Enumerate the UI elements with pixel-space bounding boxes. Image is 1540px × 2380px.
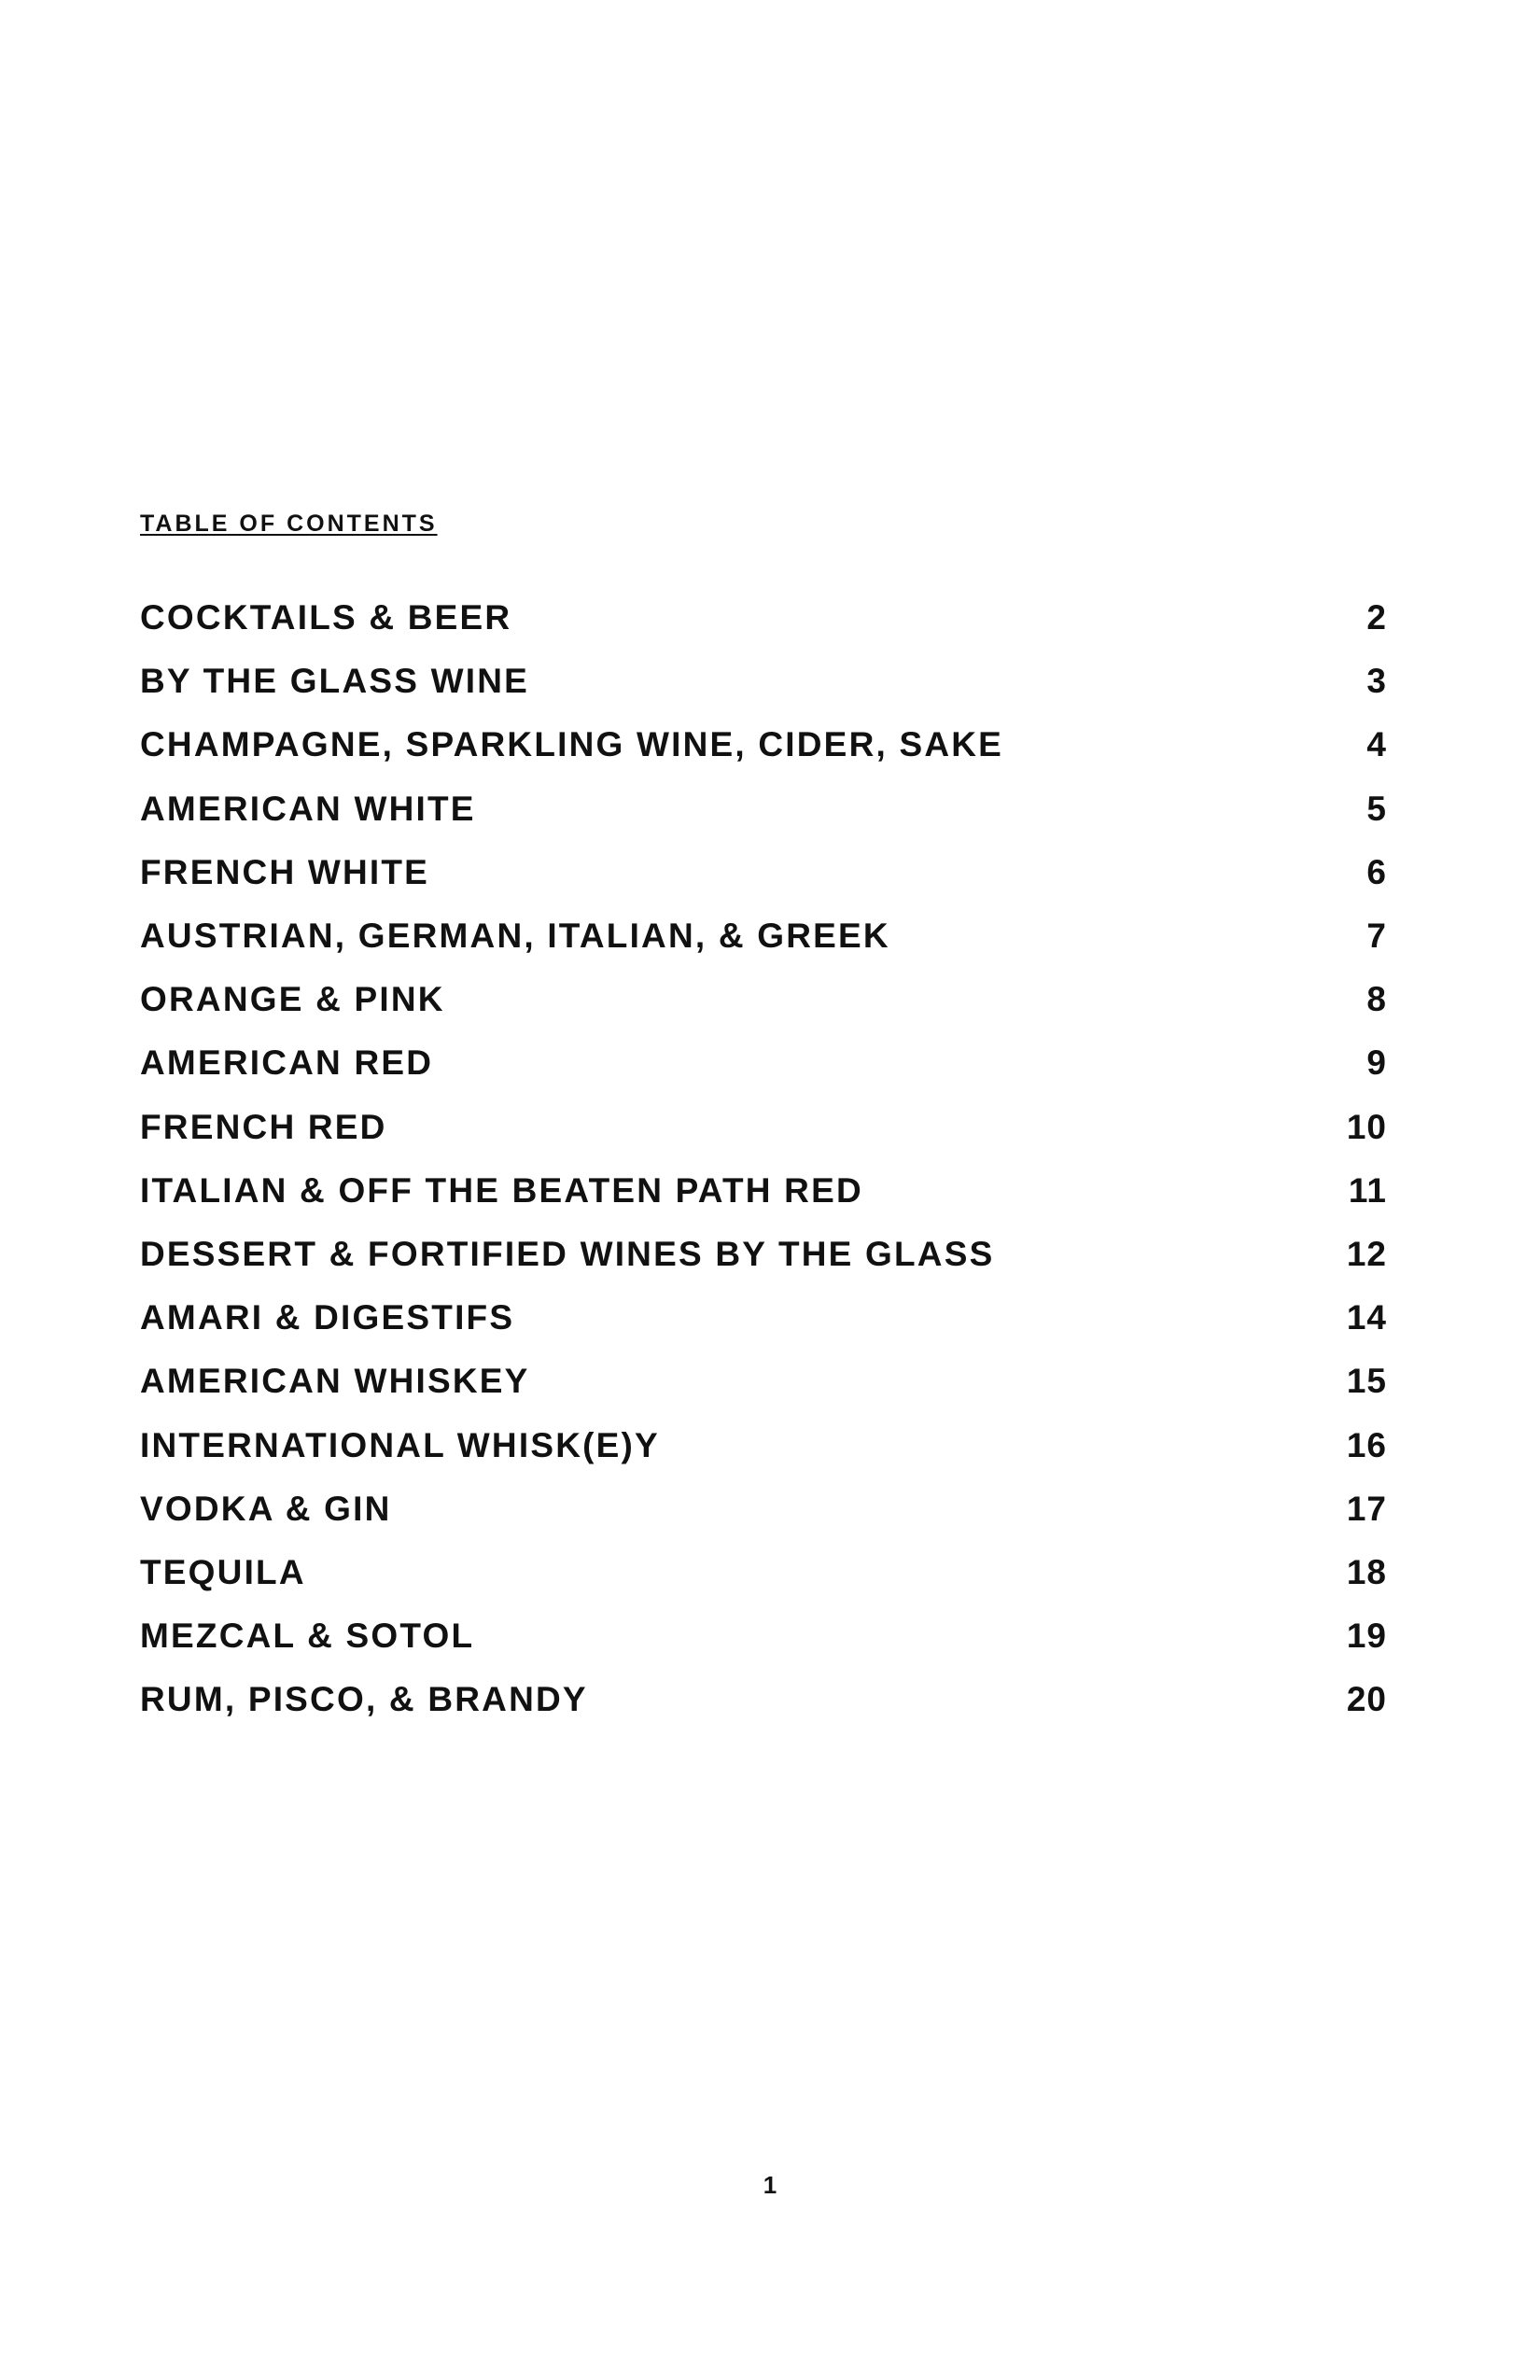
toc-entry-page: 9 — [1366, 1043, 1387, 1083]
toc-entry-page: 11 — [1348, 1170, 1387, 1210]
toc-entry-title: FRENCH RED — [140, 1107, 387, 1146]
toc-entry[interactable] — [140, 1096, 1387, 1159]
toc-entry-page: 14 — [1346, 1298, 1387, 1337]
toc-entry[interactable] — [140, 1031, 1387, 1095]
toc-entry-title: AUSTRIAN, GERMAN, ITALIAN, & GREEK — [140, 917, 890, 956]
toc-entry-title: AMARI & DIGESTIFS — [140, 1298, 515, 1337]
toc-entry-page: 10 — [1346, 1107, 1387, 1146]
toc-entry[interactable] — [140, 1604, 1387, 1668]
toc-entry-title: FRENCH WHITE — [140, 852, 430, 891]
toc-entry[interactable] — [140, 1477, 1387, 1541]
toc-entry[interactable] — [140, 777, 1387, 841]
toc-entry-title: ITALIAN & OFF THE BEATEN PATH RED — [140, 1170, 863, 1210]
toc-entry-title: ORANGE & PINK — [140, 980, 445, 1019]
toc-entry-title: MEZCAL & SOTOL — [140, 1617, 475, 1656]
toc-entry-page: 6 — [1366, 852, 1387, 891]
toc-entry[interactable] — [140, 713, 1387, 777]
toc-entry[interactable] — [140, 1159, 1387, 1223]
toc-entry-page: 18 — [1346, 1552, 1387, 1591]
page-title: TABLE OF CONTENTS — [140, 511, 438, 537]
toc-entry-page: 15 — [1346, 1362, 1387, 1401]
toc-entry-page: 20 — [1346, 1680, 1387, 1719]
toc-entry[interactable] — [140, 841, 1387, 904]
toc-entry-title: INTERNATIONAL WHISK(E)Y — [140, 1425, 660, 1464]
toc-entry[interactable] — [140, 1541, 1387, 1604]
toc-entry-page: 17 — [1346, 1489, 1387, 1528]
toc-entry-title: TEQUILA — [140, 1552, 306, 1591]
table-of-contents — [140, 586, 1387, 1731]
page-number: 1 — [763, 2171, 777, 2199]
toc-entry-title: COCKTAILS & BEER — [140, 598, 512, 637]
toc-entry-title: AMERICAN WHISKEY — [140, 1362, 530, 1401]
toc-entry-title: CHAMPAGNE, SPARKLING WINE, CIDER, SAKE — [140, 725, 1004, 764]
toc-entry-page: 16 — [1346, 1425, 1387, 1464]
toc-entry[interactable] — [140, 1223, 1387, 1286]
toc-entry[interactable] — [140, 586, 1387, 650]
toc-entry-title: DESSERT & FORTIFIED WINES BY THE GLASS — [140, 1234, 995, 1273]
toc-entry[interactable] — [140, 650, 1387, 713]
toc-entry-page: 7 — [1366, 917, 1387, 956]
toc-entry-page: 3 — [1366, 662, 1387, 701]
toc-entry-title: AMERICAN WHITE — [140, 789, 476, 828]
toc-entry[interactable] — [140, 904, 1387, 968]
toc-entry-title: RUM, PISCO, & BRANDY — [140, 1680, 588, 1719]
toc-entry[interactable] — [140, 1413, 1387, 1477]
toc-entry-title: BY THE GLASS WINE — [140, 662, 530, 701]
toc-entry-page: 2 — [1366, 598, 1387, 637]
toc-entry[interactable] — [140, 968, 1387, 1031]
toc-entry-page: 8 — [1366, 980, 1387, 1019]
toc-entry-page: 5 — [1366, 789, 1387, 828]
toc-entry[interactable] — [140, 1350, 1387, 1413]
toc-entry[interactable] — [140, 1286, 1387, 1350]
toc-entry-title: VODKA & GIN — [140, 1489, 392, 1528]
toc-entry-title: AMERICAN RED — [140, 1043, 434, 1083]
toc-entry-page: 19 — [1346, 1617, 1387, 1656]
toc-entry-page: 4 — [1366, 725, 1387, 764]
toc-entry[interactable] — [140, 1668, 1387, 1731]
toc-entry-page: 12 — [1346, 1234, 1387, 1273]
